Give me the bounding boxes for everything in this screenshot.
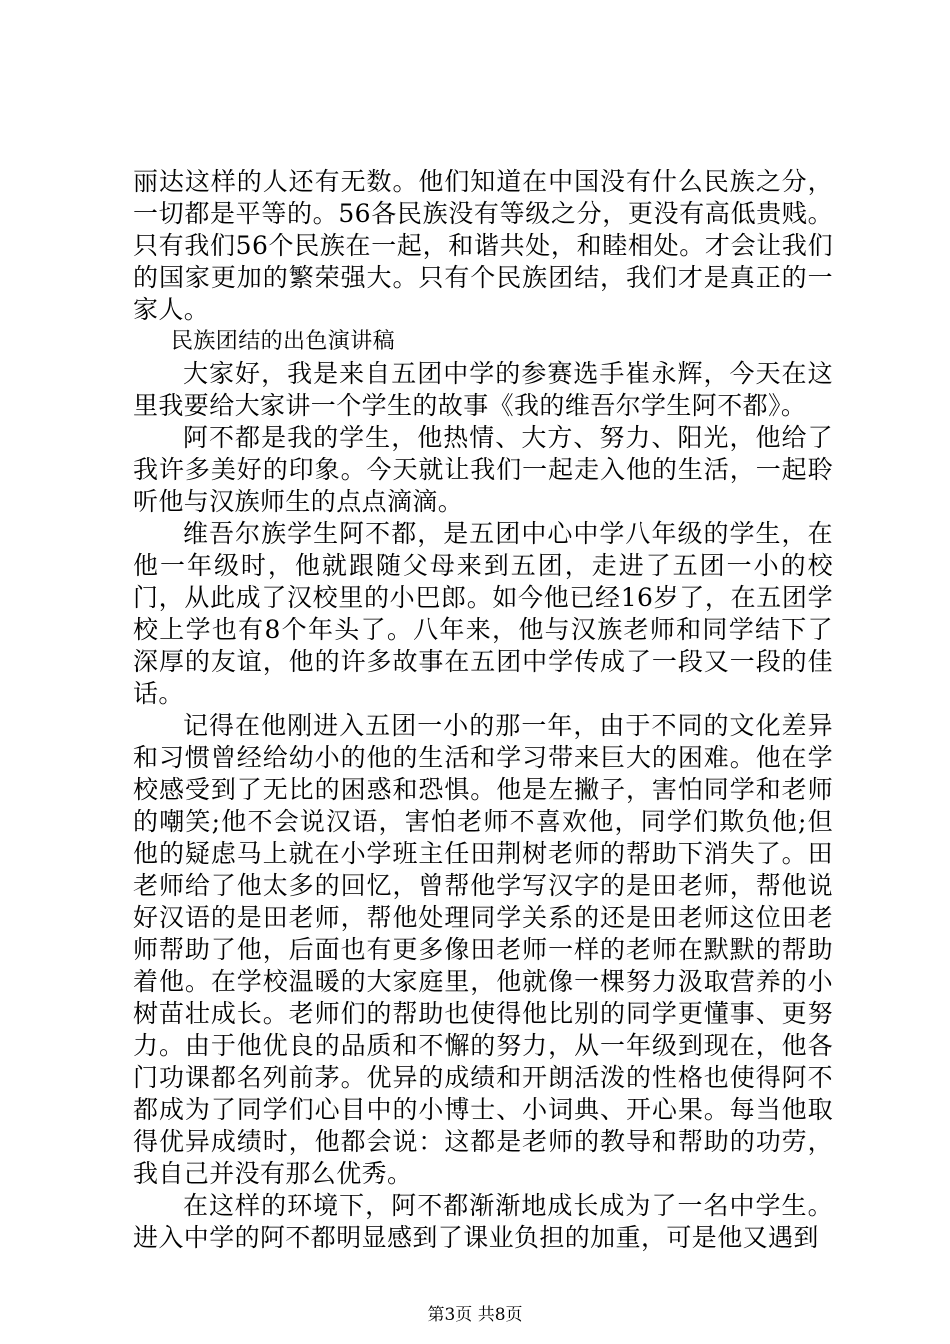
paragraph-student-intro: 阿不都是我的学生，他热情、大方、努力、阳光，他给了我许多美好的印象。今天就让我们一起走入他的生活，一起聆听他与汉族师生的点点滴滴。 — [133, 423, 833, 516]
document-body — [133, 166, 833, 1254]
paragraph-background: 维吾尔族学生阿不都，是五团中心中学八年级的学生，在他一年级时，他就跟随父母来到五团，走进了五团一小的校门，从此成了汉校里的小巴郎。如今他已经16岁了，在五团学校上学也有8个年头了。八年来，他与汉族老师和同学结下了深厚的友谊，他的许多故事在五团中学传成了一段又一段的佳话。 — [133, 519, 833, 708]
page-footer: 第3页 共8页 — [427, 1305, 523, 1325]
paragraph-greeting: 大家好，我是来自五团中学的参赛选手崔永辉，今天在这里我要给大家讲一个学生的故事《我的维吾尔学生阿不都》。 — [133, 359, 833, 420]
paragraph-middle-school: 在这样的环境下，阿不都渐渐地成长成为了一名中学生。进入中学的阿不都明显感到了课业负担的加重，可是他又遇到 — [133, 1191, 833, 1252]
section-heading: 民族团结的出色演讲稿 — [171, 329, 396, 354]
paragraph-continued: 丽达这样的人还有无数。他们知道在中国没有什么民族之分，一切都是平等的。56各民族没有等级之分，更没有高低贵贱。只有我们56个民族在一起，和谐共处，和睦相处。才会让我们的国家更加的繁荣强大。只有个民族团结，我们才是真正的一家人。 — [133, 167, 833, 324]
paragraph-first-year: 记得在他刚进入五团一小的那一年，由于不同的文化差异和习惯曾经给幼小的他的生活和学习带来巨大的困难。他在学校感受到了无比的困惑和恐惧。他是左撇子，害怕同学和老师的嘲笑;他不会说汉语，害怕老师不喜欢他，同学们欺负他;但他的疑虑马上就在小学班主任田荆树老师的帮助下消失了。田老师给了他太多的回忆，曾帮他学写汉字的是田老师，帮他说好汉语的是田老师，帮他处理同学关系的还是田老师这位田老师帮助了他，后面也有更多像田老师一样的老师在默默的帮助着他。在学校温暖的大家庭里，他就像一棵努力汲取营养的小树苗壮成长。老师们的帮助也使得他比别的同学更懂事、更努力。由于他优良的品质和不懈的努力，从一年级到现在，他各门功课都名列前茅。优异的成绩和开朗活泼的性格也使得阿不都成为了同学们心目中的小博士、小词典、开心果。每当他取得优异成绩时，他都会说：这都是老师的教导和帮助的功劳，我自己并没有那么优秀。 — [133, 711, 833, 1188]
